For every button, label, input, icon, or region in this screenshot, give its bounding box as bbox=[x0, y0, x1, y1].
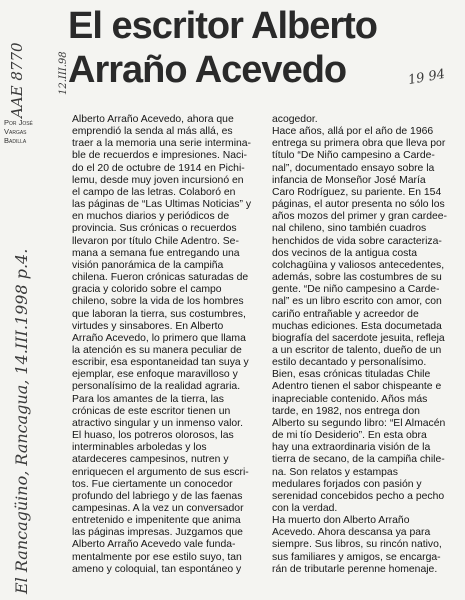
article-title bbox=[68, 4, 398, 92]
title-line-2: Arraño Acevedo bbox=[68, 49, 347, 91]
left-column-text: Alberto Arraño Acevedo, ahora que emprendió la senda al más allá, es traer a la memoria una serie intermina- ble de recuerdos e impresiones. Naci- do el 20 de octubre de 1914 en Pichi- lemu, desde muy joven incursionó en el campo de las letras. Colaboró en las páginas de “Las Ultimas Noticias” y en muchos diarios y periódicos de provincia. Sus crónicas o recuerdos llevaron por título Chile Adentro. Se- mana a semana fue entregando una visión panorámica de la campiña chilena. Fueron crónicas saturadas de gracia y colorido sobre el campo chileno, sobre la vida de los hombres que laboran la tierra, sus costumbres, virtudes y sinsabores. En Alberto Arraño Acevedo, lo primero que llama la atención es su manera peculiar de escribir, esa espontaneidad tan suya y ejemplar, ese enfoque maravilloso y personalísimo de la realidad agraria. Para los amantes de la tierra, las crónicas de este escritor tienen un atractivo singular y un inmenso valor. El huaso, los potreros olorosos, las interminables arboledas y los atardeceres campesinos, nutren y enriquecen el argumento de sus escri- tos. Fue ciertamente un conocedor profundo del labriego y de las faenas campesinas. A la vez un conversador entretenido e impenitente que anima las páginas impresas. Juzgamos que Alberto Arraño Acevedo vale funda- mentalmente por ese estilo suyo, tan ameno y coloquial, tan espontáneo y bbox=[72, 114, 252, 575]
handwritten-archive-code: AAE 8770 bbox=[8, 42, 26, 118]
handwritten-year: 19 94 bbox=[406, 66, 447, 89]
byline-line-3: Badilla bbox=[4, 136, 27, 145]
handwritten-small-note: 12.III.98 bbox=[58, 51, 69, 95]
byline bbox=[4, 118, 54, 145]
article-column-right bbox=[272, 114, 460, 576]
byline-line-2: Vargas bbox=[4, 127, 27, 136]
article-column-left bbox=[72, 114, 260, 576]
handwritten-source-note: El Rancagüino, Rancagua, 14.III.1998 p.4. bbox=[12, 248, 31, 594]
title-line-1: El escritor Alberto bbox=[68, 5, 378, 47]
right-column-text: acogedor. Hace años, allá por el año de 1966 entrega su primera obra que lleva por título “De Niño campesino a Carde- nal”, documentado ensayo sobre la infancia de Monseñor José María Caro Rodríguez, su pariente. En 154 páginas, el autor presenta no sólo los años mozos del primer y gran cardee- nal chileno, sino también cuadros henchidos de vida sobre caracteriza- dos vecinos de la antigua costa colchagüina y valiosos antecedentes, además, sobre las costumbres de su gente. “De niño campesino a Carde- nal” es un libro escrito con amor, con cariño entrañable y acreedor de muchas ediciones. Esta documetada biografía del sacerdote jesuita, refleja a un escritor de talento, dueño de un estilo decantado y personalísimo. Bien, esas crónicas tituladas Chile Adentro tienen el sabor chispeante e inapreciable contenido. Años más tarde, en 1982, nos entrega don Alberto su segundo libro: “El Almacén de mi tío Desiderio”. En esta obra hay una extraordinaria visión de la tierra de secano, de la campiña chile- na. Son relatos y estampas medulares forjados con pasión y serenidad concebidos pecho a pecho con la verdad. Ha muerto don Alberto Arraño Acevedo. Ahora descansa ya para siempre. Sus libros, su rincón nativo, sus familiares y amigos, se encarga- rán de tributarle perenne homenaje. bbox=[272, 114, 447, 575]
byline-line-1: Por José bbox=[4, 118, 33, 127]
